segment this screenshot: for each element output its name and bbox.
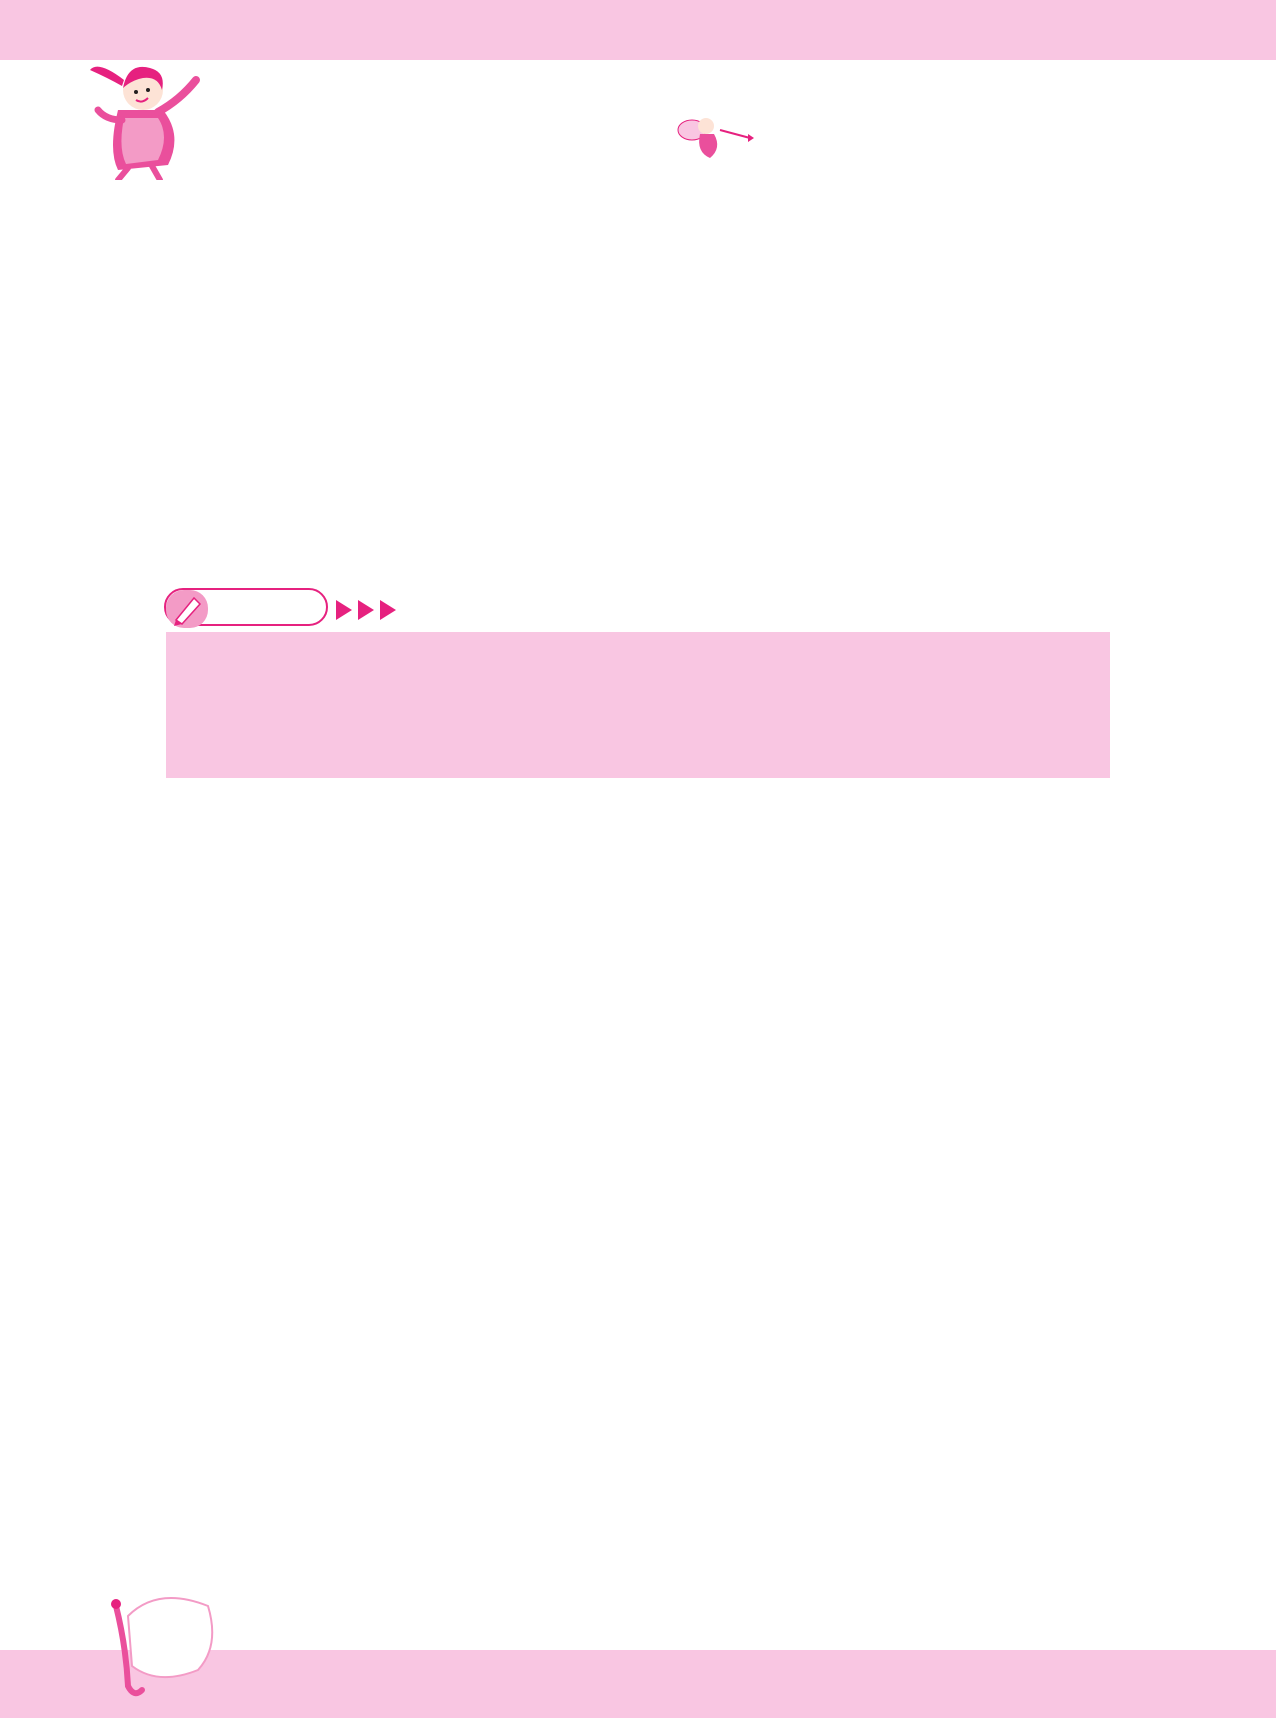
triple-arrow-icon: [336, 598, 398, 622]
page-number-badge: [108, 1586, 218, 1706]
girl-illustration: [88, 40, 218, 180]
task-title: [205, 268, 1105, 309]
classroom-thinking-box: [166, 632, 1110, 778]
pencil-icon: [166, 590, 208, 628]
fairy-illustration: [670, 108, 760, 168]
classroom-thinking-label: [164, 588, 330, 632]
